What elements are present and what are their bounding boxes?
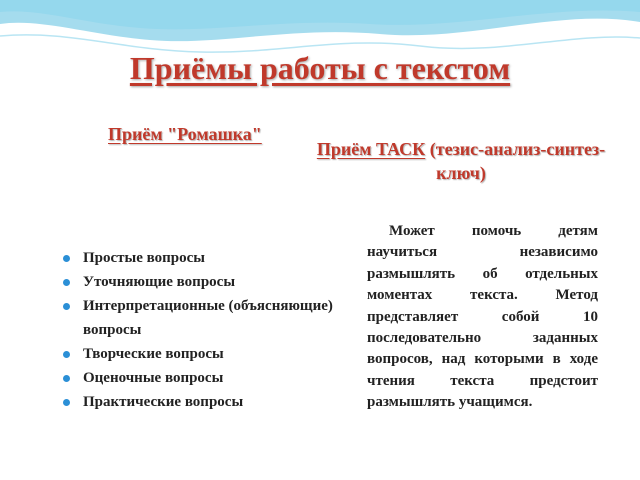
question-types-list — [63, 246, 333, 414]
list-item: Уточняющие вопросы — [63, 270, 333, 294]
list-item: Простые вопросы — [63, 246, 333, 270]
bullet-icon — [63, 399, 70, 406]
task-heading-name: Приём ТАСК — [316, 139, 426, 159]
task-heading — [308, 137, 614, 185]
list-item: Интерпретационные (объясняющие) вопросы — [63, 294, 333, 342]
list-item: Творческие вопросы — [63, 342, 333, 366]
bullet-icon — [63, 375, 70, 382]
list-item: Практические вопросы — [63, 390, 333, 414]
bullet-icon — [63, 351, 70, 358]
bullet-icon — [63, 279, 70, 286]
task-heading-expansion: (тезис-анализ-синтез-ключ) — [425, 139, 606, 183]
romashka-heading: Приём "Ромашка" — [108, 124, 262, 144]
task-description: Может помочь детям научиться независимо размышлять об отдельных моментах текста. Метод представляет собой 10 последовательно заданных вопросов, над которыми в ходе чтения текста предстоит размышлять учащимся. — [367, 223, 598, 411]
list-item: Оценочные вопросы — [63, 366, 333, 390]
page-title: Приёмы работы с текстом — [129, 50, 511, 86]
bullet-icon — [63, 255, 70, 262]
bullet-icon — [63, 303, 70, 310]
